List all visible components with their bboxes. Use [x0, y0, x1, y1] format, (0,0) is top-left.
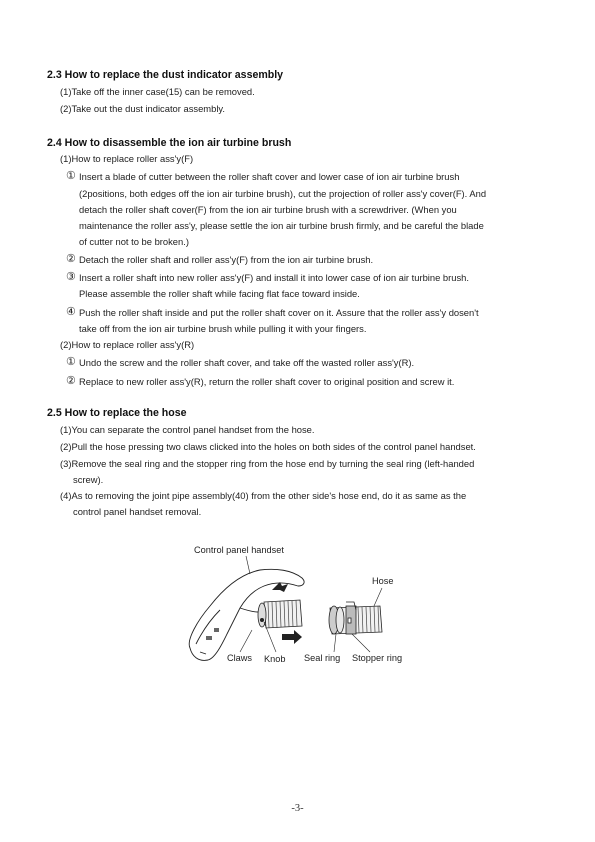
knob-marker [260, 618, 264, 622]
step-1-line-4: maintenance the roller ass'y, please settle the ion air turbine brush firmly, and be careful the blade [79, 220, 484, 231]
step-number: ① [66, 170, 76, 182]
section-2-5-line-6: control panel handset removal. [73, 506, 202, 517]
knob-label: Knob [264, 654, 286, 664]
step-1-line-2: (2positions, both edges off the ion air turbine brush), cut the projection of roller ass'y cover(F). And [79, 188, 487, 199]
step-3-line-1: Insert a roller shaft into new roller ass'y(F) and install it into lower case of ion air turbine brush. [79, 272, 469, 283]
section-2-5-line-5: (4)As to removing the joint pipe assembly(40) from the other side's hose end, do it as same as the [60, 490, 467, 501]
step-2-line-1: Detach the roller shaft and roller ass'y(F) from the ion air turbine brush. [79, 254, 374, 265]
section-2-4-sub1: (1)How to replace roller ass'y(F) [60, 153, 194, 164]
step-number: ② [66, 375, 76, 387]
section-2-5-line-2: (2)Pull the hose pressing two claws clicked into the holes on both sides of the control panel handset. [60, 441, 476, 452]
section-2-5-line-3: (3)Remove the seal ring and the stopper ring from the hose end by turning the seal ring (left-handed [60, 458, 475, 469]
step-number: ① [66, 356, 76, 368]
seal-ring-label: Seal ring [304, 653, 341, 663]
section-2-5-title: 2.5 How to replace the hose [47, 407, 187, 419]
step-number: ③ [66, 271, 76, 283]
section-2-4-title: 2.4 How to disassemble the ion air turbine brush [47, 137, 292, 149]
section-2-3-line-2: (2)Take out the dust indicator assembly. [60, 103, 226, 114]
step-3-line-2: Please assemble the roller shaft while facing flat face toward inside. [79, 288, 360, 299]
section-2-3-line-1: (1)Take off the inner case(15) can be removed. [60, 86, 255, 97]
section-2-4-sub2: (2)How to replace roller ass'y(R) [60, 339, 195, 350]
hose-handset-illustration [180, 540, 420, 680]
section-2-5-line-1: (1)You can separate the control panel handset from the hose. [60, 424, 315, 435]
handset-label: Control panel handset [194, 545, 284, 555]
r-step-2-line-1: Replace to new roller ass'y(R), return the roller shaft cover to original position and screw it. [79, 376, 455, 387]
section-2-5-line-4: screw). [73, 474, 104, 485]
hose-label: Hose [372, 576, 394, 586]
page-number: -3- [291, 803, 304, 814]
hose-right [329, 602, 382, 634]
step-number: ② [66, 253, 76, 265]
step-4-line-2: take off from the ion air turbine brush while pulling it with your fingers. [79, 323, 367, 334]
step-1-line-5: of cutter not to be broken.) [79, 236, 189, 247]
claws-label: Claws [227, 653, 253, 663]
step-1-line-1: Insert a blade of cutter between the roller shaft cover and lower case of ion air turbine brush [79, 171, 460, 182]
step-number: ④ [66, 306, 76, 318]
step-4-line-1: Push the roller shaft inside and put the roller shaft cover on it. Assure that the roller ass'y dosen't [79, 307, 479, 318]
section-2-3-title: 2.3 How to replace the dust indicator assembly [47, 69, 284, 81]
r-step-1-line-1: Undo the screw and the roller shaft cover, and take off the wasted roller ass'y(R). [79, 357, 415, 368]
stopper-ring-label: Stopper ring [352, 653, 403, 663]
step-1-line-3: detach the roller shaft cover(F) from the ion air turbine brush with a screwdriver. (When you [79, 204, 457, 215]
